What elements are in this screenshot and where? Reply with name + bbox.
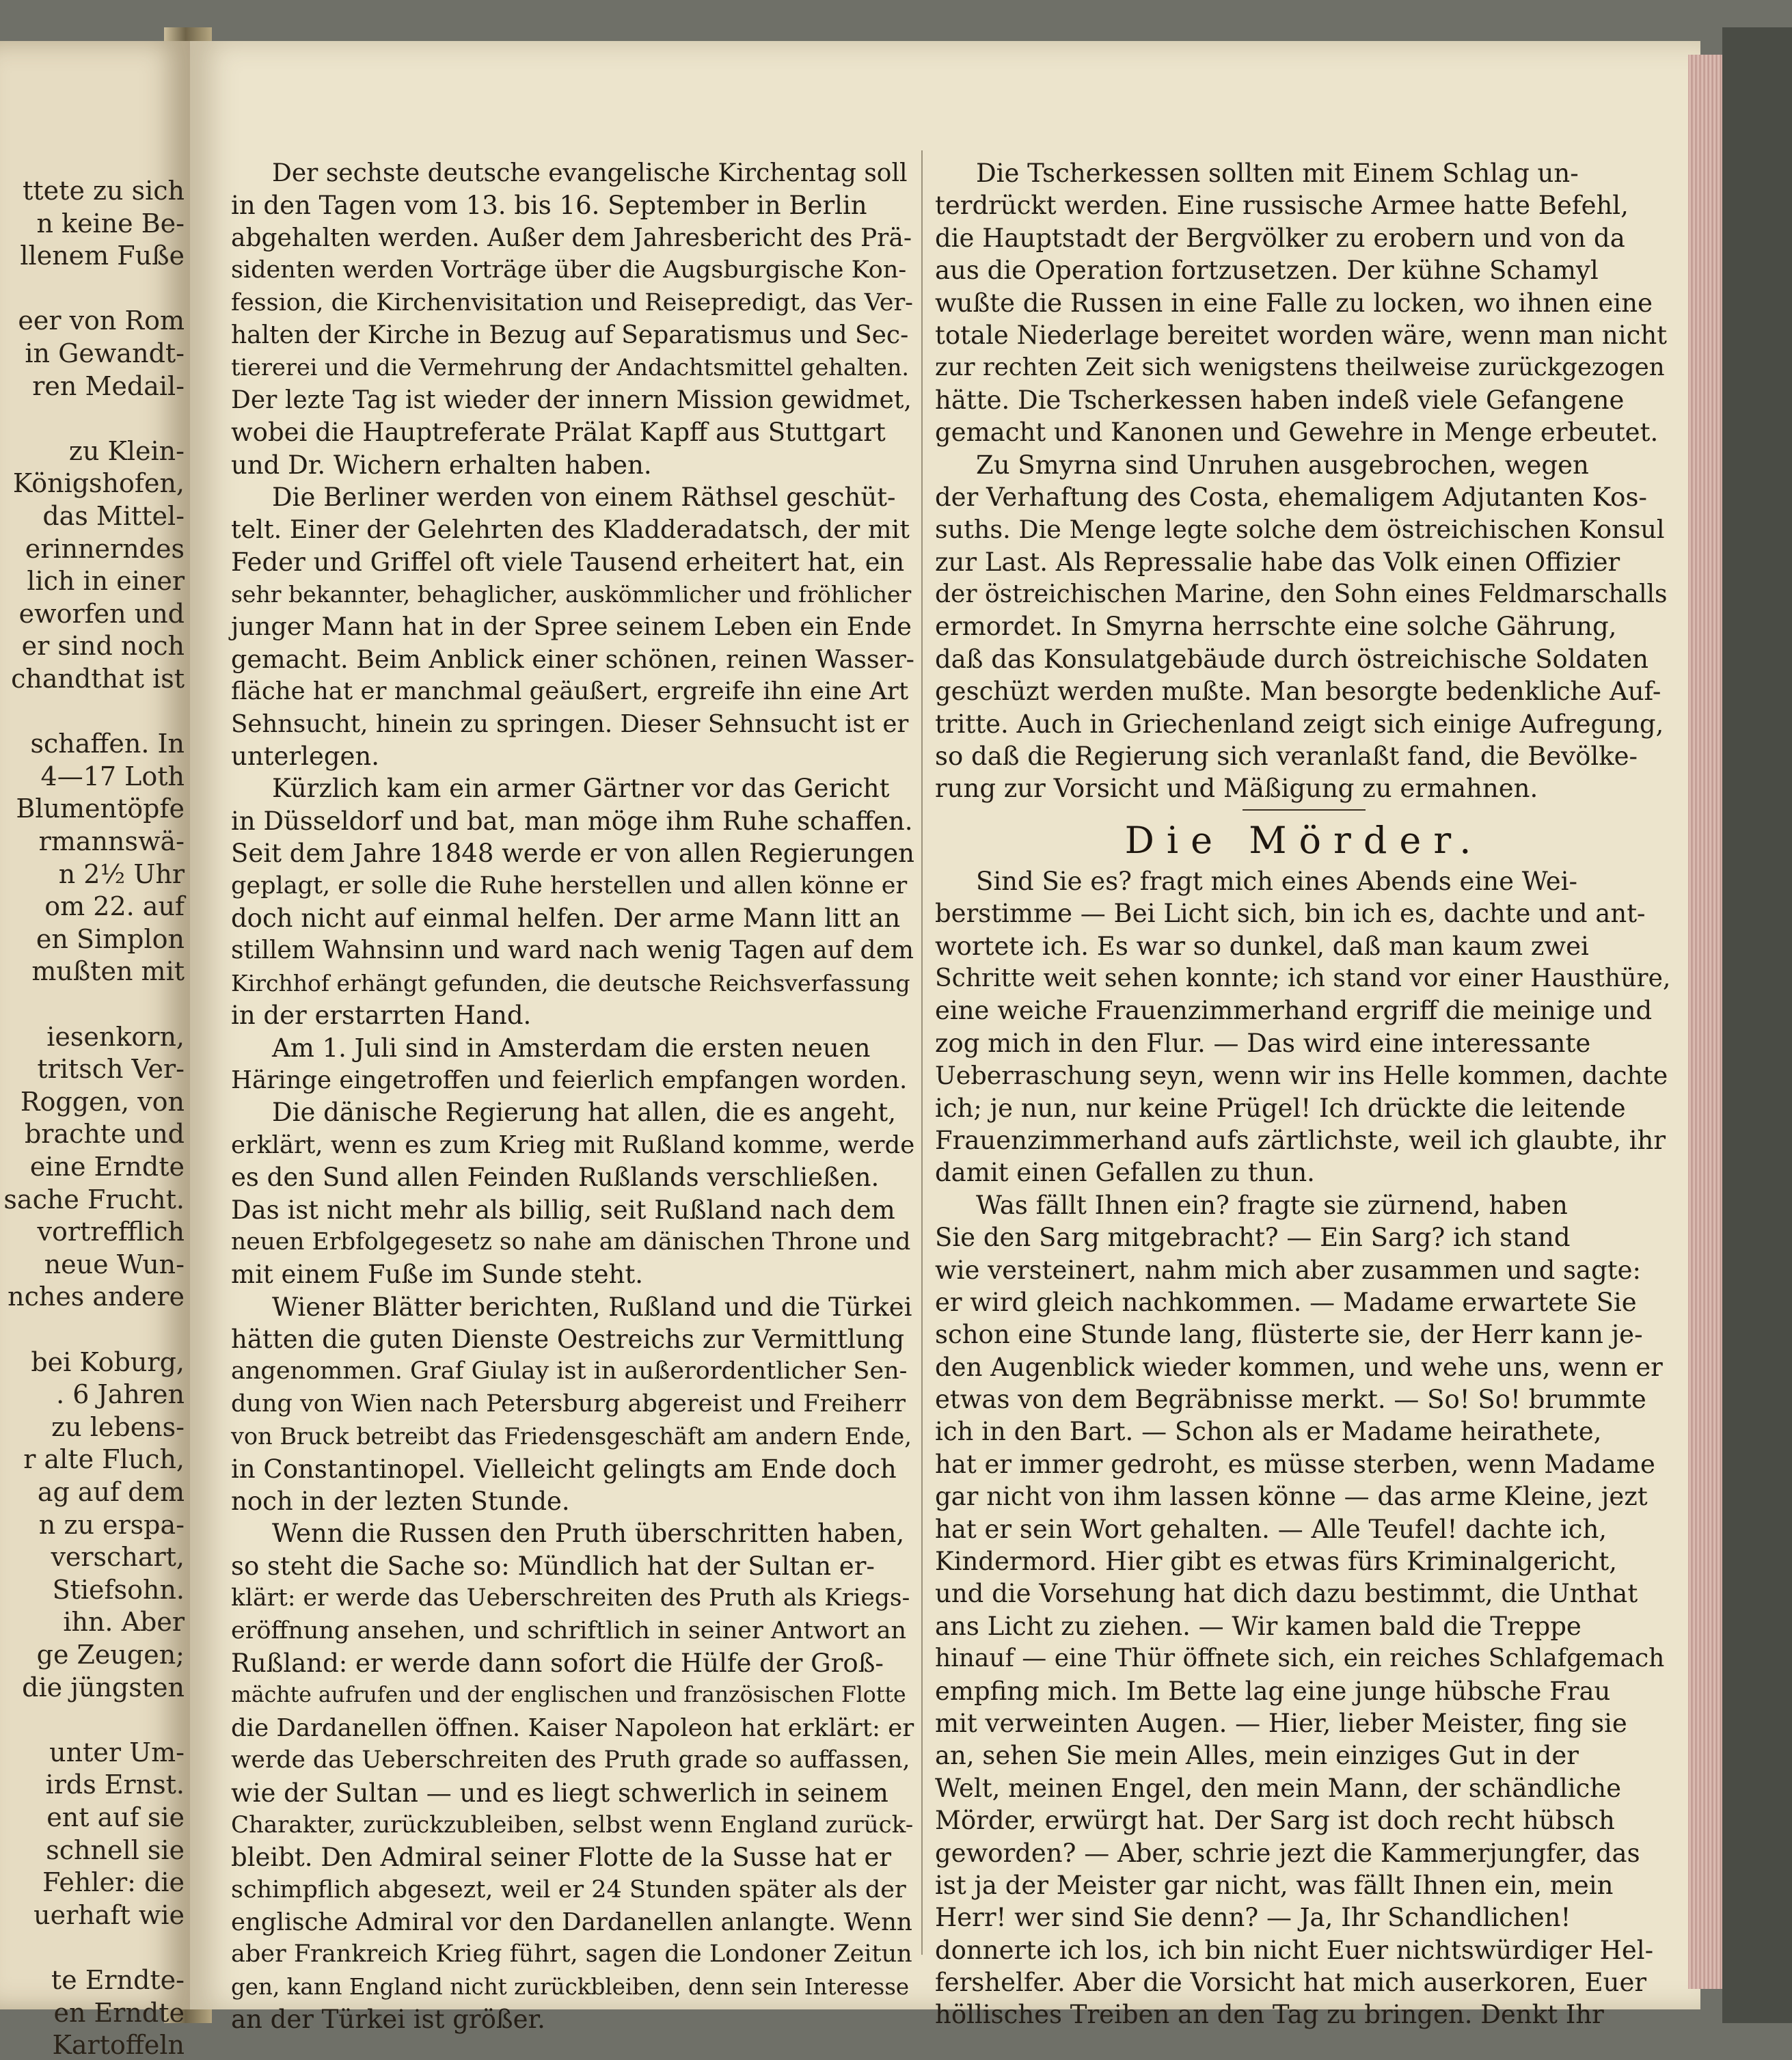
text-line: doch nicht auf einmal helfen. Der arme Mann litt an: [231, 903, 901, 933]
text-line: sidenten werden Vorträge über die Augsburgische Kon-: [231, 256, 907, 284]
text-line: an, sehen Sie mein Alles, mein einziges Gut in der: [935, 1741, 1579, 1771]
text-line: hätten die guten Dienste Oestreichs zur Vermittlung: [231, 1325, 905, 1355]
text-line: unterlegen.: [231, 742, 380, 772]
text-line: eine Erndte: [29, 1152, 185, 1182]
text-line: ttete zu sich: [23, 176, 185, 206]
text-line: so steht die Sache so: Mündlich hat der Sultan er-: [231, 1551, 875, 1581]
text-line: eworfen und: [18, 598, 185, 629]
text-line: verschart,: [51, 1542, 185, 1573]
text-line: Blumentöpfe: [16, 794, 185, 824]
text-line: hat er sein Wort gehalten. — Alle Teufel! dachte ich,: [935, 1514, 1607, 1544]
text-line: stillem Wahnsinn und ward nach wenig Tagen auf dem: [231, 936, 914, 965]
text-line: geworden? — Aber, schrie jezt die Kammerjungfer, das: [935, 1838, 1640, 1868]
text-line: fershelfer. Aber die Vorsicht hat mich auserkoren, Euer: [935, 1968, 1647, 1998]
text-line: die jüngsten: [22, 1672, 185, 1703]
text-line: werde das Ueberschreiten des Pruth grade so auffassen,: [231, 1746, 910, 1774]
book-cover: [1722, 27, 1792, 2023]
text-line: unter Um-: [49, 1737, 185, 1767]
text-line: Roggen, von: [20, 1086, 185, 1117]
text-line: wußte die Russen in eine Falle zu locken, wo ihnen eine: [935, 288, 1653, 318]
text-line: zur Last. Als Repressalie habe das Volk einen Offizier: [935, 547, 1620, 577]
text-line: om 22. auf: [44, 891, 185, 922]
text-line: llenem Fuße: [20, 241, 185, 271]
text-line: und die Vorsehung hat dich dazu bestimmt, die Unthat: [935, 1579, 1638, 1609]
story-title: Die Mörder.: [1124, 818, 1484, 862]
text-line: Charakter, zurückzubleiben, selbst wenn England zurück-: [231, 1811, 914, 1839]
text-line: Sehnsucht, hinein zu springen. Dieser Sehnsucht ist er: [231, 709, 909, 738]
text-line: Kürzlich kam ein armer Gärtner vor das Gericht: [272, 774, 890, 804]
text-line: brachte und: [24, 1119, 185, 1150]
text-line: in Constantinopel. Vielleicht gelingts am Ende doch: [231, 1454, 897, 1484]
text-line: von Bruck betreibt das Friedensgeschäft am andern Ende,: [231, 1423, 912, 1450]
text-line: Schritte weit sehen konnte; ich stand vor einer Hausthüre,: [935, 964, 1671, 992]
column-divider: [921, 150, 923, 1955]
text-line: gemacht. Beim Anblick einer schönen, reinen Wasser-: [231, 644, 915, 674]
text-line: fläche hat er manchmal geäußert, ergreife ihn eine Art: [231, 677, 909, 706]
text-line: schnell sie: [46, 1834, 185, 1865]
text-line: geplagt, er solle die Ruhe herstellen und allen könne er: [231, 871, 908, 899]
text-line: daß das Konsulatgebäude durch östreichische Soldaten: [935, 644, 1648, 674]
text-line: Der sechste deutsche evangelische Kirchentag soll: [272, 159, 908, 187]
text-line: abgehalten werden. Außer dem Jahresbericht des Prä-: [231, 223, 912, 252]
text-line: sehr bekannter, behaglicher, auskömmlicher und fröhlicher: [231, 581, 912, 608]
text-line: tritte. Auch in Griechenland zeigt sich einige Aufregung,: [935, 709, 1664, 739]
text-line: der Verhaftung des Costa, ehemaligem Adjutanten Kos-: [935, 482, 1647, 512]
text-line: die Hauptstadt der Bergvölker zu erobern und von da: [935, 223, 1625, 253]
text-line: er wird gleich nachkommen. — Madame erwartete Sie: [935, 1287, 1637, 1317]
text-line: schaffen. In: [30, 729, 185, 759]
text-line: te Erndte-: [51, 1965, 185, 1995]
text-line: so daß die Regierung sich veranlaßt fand, die Bevölke-: [935, 742, 1638, 772]
text-line: Der lezte Tag ist wieder der innern Mission gewidmet,: [231, 385, 912, 414]
text-line: in der erstarrten Hand.: [231, 1001, 532, 1031]
text-line: irds Ernst.: [45, 1770, 185, 1800]
text-line: aber Frankreich Krieg führt, sagen die Londoner Zeitun: [231, 1940, 912, 1968]
text-line: das Mittel-: [42, 501, 185, 531]
text-line: damit einen Gefallen zu thun.: [935, 1158, 1315, 1188]
text-line: etwas von dem Begräbnisse merkt. — So! So! brummte: [935, 1385, 1646, 1415]
text-line: wobei die Hauptreferate Prälat Kapff aus Stuttgart: [231, 418, 886, 448]
text-line: Königshofen,: [12, 468, 185, 499]
text-line: hat er immer gedroht, es müsse sterben, wenn Madame: [935, 1449, 1655, 1479]
text-line: Sind Sie es? fragt mich eines Abends eine Wei-: [976, 866, 1577, 896]
text-line: vortrefflich: [37, 1217, 185, 1247]
text-line: ihn. Aber: [63, 1607, 185, 1638]
text-line: lich in einer: [27, 566, 185, 597]
text-line: wie der Sultan — und es liegt schwerlich in seinem: [231, 1778, 888, 1808]
text-line: gar nicht von ihm lassen könne — das arme Kleine, jezt: [935, 1482, 1648, 1512]
text-line: tiererei und die Vermehrung der Andachtsmittel gehalten.: [231, 354, 910, 381]
text-line: zog mich in den Flur. — Das wird eine interessante: [935, 1028, 1591, 1058]
text-line: neuen Erbfolgegesetz so nahe am dänischen Throne und: [231, 1228, 911, 1256]
text-line: Wenn die Russen den Pruth überschritten haben,: [272, 1519, 905, 1549]
text-line: nches andere: [8, 1282, 185, 1312]
text-line: ans Licht zu ziehen. — Wir kamen bald die Treppe: [935, 1611, 1581, 1641]
text-line: en Erndte: [53, 1997, 185, 2028]
text-line: mächte aufrufen und der englischen und französischen Flotte: [231, 1683, 906, 1708]
text-line: er sind noch: [21, 631, 185, 662]
text-line: wie versteinert, nahm mich aber zusammen und sagte:: [935, 1255, 1642, 1285]
text-line: eer von Rom: [18, 306, 185, 336]
text-line: Herr! wer sind Sie denn? — Ja, Ihr Schandlichen!: [935, 1903, 1571, 1933]
text-line: donnerte ich los, ich bin nicht Euer nichtswürdiger Hel-: [935, 1935, 1654, 1965]
text-line: Ueberraschung seyn, wenn wir ins Helle kommen, dachte: [935, 1061, 1668, 1091]
text-line: schimpflich abgesezt, weil er 24 Stunden später als der: [231, 1875, 906, 1903]
text-line: ent auf sie: [46, 1802, 185, 1832]
text-line: neue Wun-: [44, 1249, 185, 1279]
text-line: geschüzt werden mußte. Man besorgte bedenkliche Auf-: [935, 677, 1661, 707]
text-line: ist ja der Meister gar nicht, was fällt Ihnen ein, mein: [935, 1870, 1614, 1900]
text-line: sache Frucht.: [3, 1184, 185, 1215]
text-line: bei Koburg,: [31, 1346, 185, 1377]
text-line: mit einem Fuße im Sunde steht.: [231, 1260, 643, 1290]
text-line: der östreichischen Marine, den Sohn eines Feldmarschalls: [935, 580, 1668, 609]
text-line: Stiefsohn.: [52, 1574, 185, 1605]
text-line: Kindermord. Hier gibt es etwas fürs Kriminalgericht,: [935, 1547, 1618, 1577]
text-line: zur rechten Zeit sich wenigstens theilweise zurückgezogen: [935, 353, 1665, 382]
text-line: den Augenblick wieder kommen, und wehe uns, wenn er: [935, 1352, 1663, 1382]
text-line: Sie den Sarg mitgebracht? — Ein Sarg? ich stand: [935, 1223, 1571, 1253]
text-line: n zu erspa-: [38, 1509, 185, 1540]
text-line: bleibt. Den Admiral seiner Flotte de la Susse hat er: [231, 1843, 892, 1873]
text-line: mußten mit: [31, 956, 185, 987]
text-line: telt. Einer der Gelehrten des Kladderadatsch, der mit: [231, 515, 910, 545]
text-line: hätte. Die Tscherkessen haben indeß viele Gefangene: [935, 385, 1625, 415]
text-line: Häringe eingetroffen und feierlich empfangen worden.: [231, 1066, 908, 1094]
text-line: gen, kann England nicht zurückbleiben, denn sein Interesse: [231, 1973, 910, 2000]
column-1: [231, 157, 914, 2036]
text-line: en Simplon: [36, 923, 185, 954]
text-line: ren Medail-: [32, 370, 185, 401]
text-line: iesenkorn,: [46, 1021, 185, 1052]
text-line: Wiener Blätter berichten, Rußland und die Türkei: [272, 1292, 912, 1322]
text-line: uerhaft wie: [33, 1899, 185, 1930]
text-line: ge Zeugen;: [36, 1640, 185, 1670]
text-line: eröffnung ansehen, und schriftlich in seiner Antwort an: [231, 1616, 907, 1644]
section-separator: [1243, 809, 1366, 811]
text-line: und Dr. Wichern erhalten haben.: [231, 450, 652, 480]
text-line: Die dänische Regierung hat allen, die es angeht,: [272, 1098, 896, 1128]
text-line: zu Klein-: [68, 435, 185, 466]
text-line: in Gewandt-: [25, 338, 185, 368]
text-line: rmannswä-: [38, 826, 185, 856]
text-line: in Düsseldorf und bat, man möge ihm Ruhe schaffen.: [231, 806, 913, 836]
text-line: hinauf — eine Thür öffnete sich, ein reiches Schlafgemach: [935, 1644, 1665, 1673]
left-page: [0, 41, 190, 2060]
text-line: junger Mann hat in der Spree seinem Leben ein Ende: [231, 612, 912, 642]
text-line: ag auf dem: [37, 1477, 185, 1507]
text-line: zu lebens-: [51, 1411, 185, 1442]
text-line: an der Türkei ist größer.: [231, 2005, 545, 2035]
text-line: . 6 Jahren: [56, 1379, 185, 1410]
text-line: 4—17 Loth: [40, 761, 185, 791]
text-line: Das ist nicht mehr als billig, seit Rußland nach dem: [231, 1195, 895, 1225]
text-line: r alte Fluch,: [23, 1444, 185, 1475]
text-line: Welt, meinen Engel, den mein Mann, der schändliche: [935, 1773, 1622, 1803]
text-line: n keine Be-: [36, 208, 185, 239]
text-line: Mörder, erwürgt hat. Der Sarg ist doch recht hübsch: [935, 1806, 1615, 1836]
text-line: noch in der lezten Stunde.: [231, 1487, 570, 1517]
text-line: totale Niederlage bereitet worden wäre, wenn man nicht: [935, 320, 1668, 350]
text-line: angenommen. Graf Giulay ist in außerordentlicher Sen-: [231, 1357, 908, 1385]
text-line: schon eine Stunde lang, flüsterte sie, der Herr kann je-: [935, 1320, 1643, 1350]
text-line: tritsch Ver-: [37, 1054, 185, 1085]
text-line: gemacht und Kanonen und Gewehre in Menge erbeutet.: [935, 418, 1659, 448]
text-line: die Dardanellen öffnen. Kaiser Napoleon hat erklärt: er: [231, 1713, 914, 1742]
text-line: erinnerndes: [25, 533, 185, 564]
text-line: ermordet. In Smyrna herrschte eine solche Gährung,: [935, 612, 1617, 642]
text-line: ich in den Bart. — Schon als er Madame heirathete,: [935, 1417, 1602, 1447]
text-line: fession, die Kirchenvisitation und Reisepredigt, das Ver-: [231, 288, 914, 316]
text-line: in den Tagen vom 13. bis 16. September in Berlin: [231, 191, 867, 221]
text-line: Seit dem Jahre 1848 werde er von allen Regierungen: [231, 839, 914, 869]
text-line: klärt: er werde das Ueberschreiten des Pruth als Kriegs-: [231, 1584, 910, 1612]
text-line: höllisches Treiben an den Tag zu bringen. Denkt Ihr: [935, 2000, 1604, 2030]
text-line: suths. Die Menge legte solche dem östreichischen Konsul: [935, 515, 1665, 545]
text-line: berstimme — Bei Licht sich, bin ich es, dachte und ant-: [935, 899, 1646, 929]
text-line: Feder und Griffel oft viele Tausend erheitert hat, ein: [231, 547, 905, 577]
right-page: [190, 41, 1700, 2035]
text-line: Die Tscherkessen sollten mit Einem Schlag un-: [976, 159, 1579, 188]
text-line: wortete ich. Es war so dunkel, daß man kaum zwei: [935, 931, 1589, 961]
text-line: englische Admiral vor den Dardanellen anlangte. Wenn: [231, 1908, 912, 1937]
text-line: Was fällt Ihnen ein? fragte sie zürnend, haben: [976, 1190, 1568, 1220]
text-line: n 2½ Uhr: [58, 858, 185, 889]
text-line: Zu Smyrna sind Unruhen ausgebrochen, wegen: [976, 450, 1589, 480]
text-line: erklärt, wenn es zum Krieg mit Rußland komme, werde: [231, 1130, 915, 1159]
text-line: empfing mich. Im Bette lag eine junge hübsche Frau: [935, 1676, 1611, 1706]
text-line: aus die Operation fortzusetzen. Der kühne Schamyl: [935, 256, 1599, 286]
column-2: [935, 157, 1673, 2031]
text-line: ich; je nun, nur keine Prügel! Ich drückte die leitende: [935, 1093, 1626, 1123]
text-line: dung von Wien nach Petersburg abgereist und Freiherr: [231, 1390, 906, 1418]
text-line: Kartoffeln: [52, 2030, 185, 2060]
text-line: Kirchhof erhängt gefunden, die deutsche Reichsverfassung: [231, 969, 910, 997]
text-line: Frauenzimmerhand aufs zärtlichste, weil ich glaubte, ihr: [935, 1125, 1666, 1155]
text-line: mit verweinten Augen. — Hier, lieber Meister, fing sie: [935, 1708, 1627, 1738]
text-line: chandthat ist: [11, 664, 185, 694]
text-line: Die Berliner werden von einem Räthsel geschüt-: [272, 482, 896, 512]
text-line: Am 1. Juli sind in Amsterdam die ersten neuen: [272, 1033, 871, 1063]
text-line: halten der Kirche in Bezug auf Separatismus und Sec-: [231, 321, 909, 349]
text-line: es den Sund allen Feinden Rußlands verschließen.: [231, 1163, 880, 1193]
text-line: terdrückt werden. Eine russische Armee hatte Befehl,: [935, 191, 1629, 221]
text-line: Fehler: die: [42, 1867, 185, 1898]
text-line: rung zur Vorsicht und Mäßigung zu ermahnen.: [935, 774, 1538, 804]
text-line: eine weiche Frauenzimmerhand ergriff die meinige und: [935, 996, 1653, 1026]
text-line: Rußland: er werde dann sofort die Hülfe der Groß-: [231, 1648, 884, 1678]
